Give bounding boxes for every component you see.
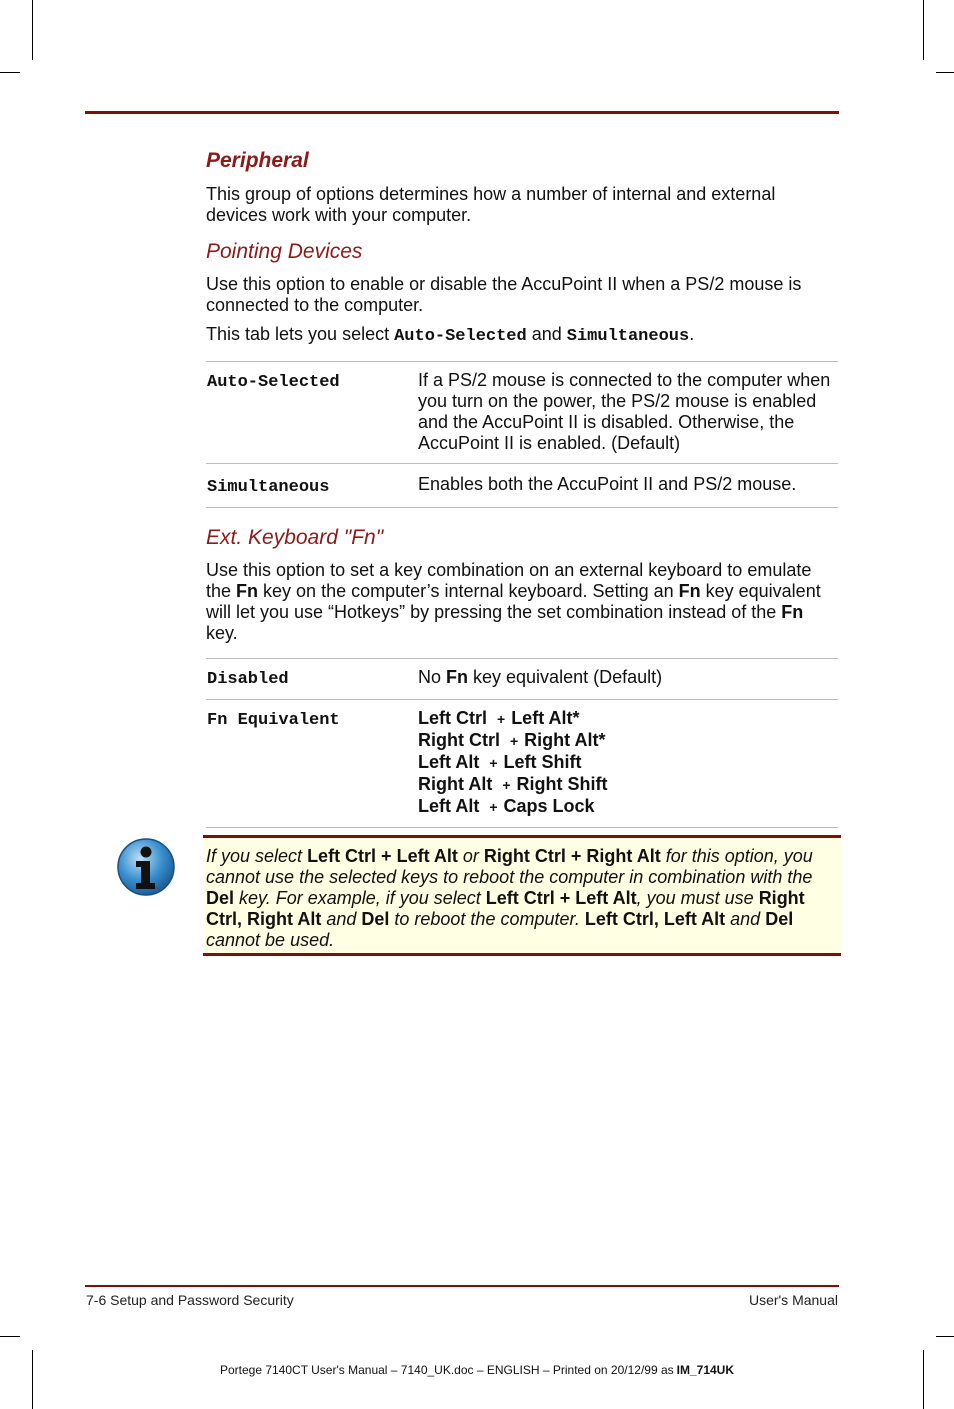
- option-key-cell: [206, 700, 417, 828]
- header-rule: [85, 111, 839, 114]
- plus-sign: +: [502, 777, 511, 793]
- text-fragment: key equivalent will let you use “Hotkeys” by pressing the set combination instead of the: [206, 581, 821, 622]
- key-name: Right Ctrl + Right Alt: [483, 846, 661, 866]
- text-fragment: or: [457, 846, 484, 866]
- text-fragment: If you select: [206, 846, 308, 866]
- pointing-devices-desc: Use this option to enable or disable the AccuPoint II when a PS/2 mouse is connected to the computer.: [206, 274, 802, 315]
- pointing-select-text: [206, 324, 838, 347]
- crop-mark: [32, 1350, 33, 1409]
- crop-mark: [936, 1336, 954, 1337]
- option-key: Fn Equivalent: [207, 711, 340, 730]
- key-name: Right Ctrl: [418, 730, 500, 750]
- key-combo: [418, 730, 838, 752]
- footer-section-label: 7-6 Setup and Password Security: [86, 1292, 294, 1308]
- crop-mark: [923, 1350, 924, 1409]
- plus-sign: +: [509, 733, 519, 749]
- option-value: [417, 659, 838, 700]
- key-combo: [418, 774, 838, 796]
- note-text: [206, 846, 836, 951]
- info-icon: [116, 838, 176, 898]
- key-name: Left Ctrl + Left Alt: [307, 846, 458, 866]
- option-name: Simultaneous: [566, 327, 690, 346]
- key-combo: [418, 796, 838, 818]
- option-key-cell: [206, 362, 417, 464]
- key-name: Fn: [236, 581, 259, 601]
- key-name: Left Ctrl: [418, 708, 487, 728]
- key-name: Left Ctrl + Left Alt: [485, 888, 637, 908]
- crop-mark: [0, 1336, 20, 1337]
- key-name: Left Alt: [418, 796, 480, 816]
- text-fragment: No: [418, 667, 447, 687]
- keyboard-options-table: [206, 658, 838, 828]
- key-combinations: [417, 700, 838, 828]
- text-fragment: .: [689, 324, 695, 344]
- table-row: [206, 464, 838, 508]
- pointing-devices-heading: Pointing Devices: [206, 240, 363, 263]
- table-row: [206, 659, 838, 700]
- key-combo: [418, 708, 838, 730]
- crop-mark: [923, 0, 924, 60]
- option-value: If a PS/2 mouse is connected to the computer when you turn on the power, the PS/2 mouse is enabled and the AccuPoint II is disabled. Otherwise, the AccuPoint II is enabled. (Default): [417, 362, 838, 464]
- option-key: Auto-Selected: [207, 373, 340, 392]
- text-fragment: for this option, you cannot use the selected keys to reboot the computer in combination with the: [206, 846, 813, 887]
- key-name: Right Ctrl, Right Alt: [206, 888, 805, 929]
- key-name: Caps Lock: [503, 796, 595, 816]
- ext-keyboard-heading: Ext. Keyboard "Fn": [206, 526, 384, 549]
- text-fragment: cannot be used.: [206, 930, 335, 950]
- table-row: [206, 700, 838, 828]
- footer-rule: [85, 1285, 839, 1287]
- key-name: Left Alt*: [511, 708, 580, 728]
- option-key: Disabled: [207, 670, 289, 689]
- key-name: Left Shift: [503, 752, 582, 772]
- text-fragment: to reboot the computer.: [389, 909, 585, 929]
- option-key: Simultaneous: [207, 478, 330, 497]
- text-fragment: key on the computer’s internal keyboard. Setting an: [258, 581, 679, 601]
- option-value: Enables both the AccuPoint II and PS/2 mouse.: [417, 464, 838, 508]
- key-name: Left Ctrl, Left Alt: [584, 909, 726, 929]
- option-name: Auto-Selected: [394, 327, 527, 346]
- text-fragment: Use this option to set a key combination on an external keyboard to emulate the: [206, 560, 812, 601]
- key-name: Del: [206, 888, 235, 908]
- table-row: [206, 362, 838, 464]
- text-fragment: and: [321, 909, 362, 929]
- key-combo: [418, 752, 838, 774]
- text-fragment: This tab lets you select: [206, 324, 395, 344]
- text-fragment: key.: [206, 623, 238, 643]
- text-fragment: and: [725, 909, 766, 929]
- option-key-cell: [206, 659, 417, 700]
- crop-mark: [32, 0, 33, 60]
- plus-sign: +: [497, 711, 506, 727]
- print-info: [0, 1363, 954, 1377]
- crop-mark: [0, 72, 20, 73]
- key-name: Right Alt: [418, 774, 493, 794]
- option-key-cell: [206, 464, 417, 508]
- ext-keyboard-desc: [206, 560, 838, 644]
- text-fragment: , you must use: [636, 888, 759, 908]
- page-content: [206, 146, 838, 828]
- pointing-options-table: [206, 361, 838, 508]
- key-name: Fn: [781, 602, 804, 622]
- footer-manual-label: User's Manual: [748, 1292, 838, 1308]
- text-fragment: key. For example, if you select: [234, 888, 486, 908]
- key-name: Fn: [678, 581, 701, 601]
- key-name: Right Alt*: [524, 730, 606, 750]
- key-name: Right Shift: [516, 774, 608, 794]
- plus-sign: +: [489, 755, 498, 771]
- plus-sign: +: [489, 799, 498, 815]
- text-fragment: key equivalent (Default): [468, 667, 663, 687]
- section-intro: This group of options determines how a number of internal and external devices work with your computer.: [206, 184, 776, 225]
- key-name: Left Alt: [418, 752, 480, 772]
- section-heading: Peripheral: [206, 149, 309, 172]
- key-name: Fn: [446, 667, 469, 687]
- key-name: Del: [361, 909, 390, 929]
- text-fragment: and: [526, 324, 567, 344]
- crop-mark: [936, 72, 954, 73]
- print-code: IM_714UK: [676, 1363, 735, 1377]
- note-box: [203, 835, 841, 956]
- key-name: Del: [765, 909, 794, 929]
- print-text: Portege 7140CT User's Manual – 7140_UK.doc – ENGLISH – Printed on 20/12/99 as: [219, 1363, 674, 1377]
